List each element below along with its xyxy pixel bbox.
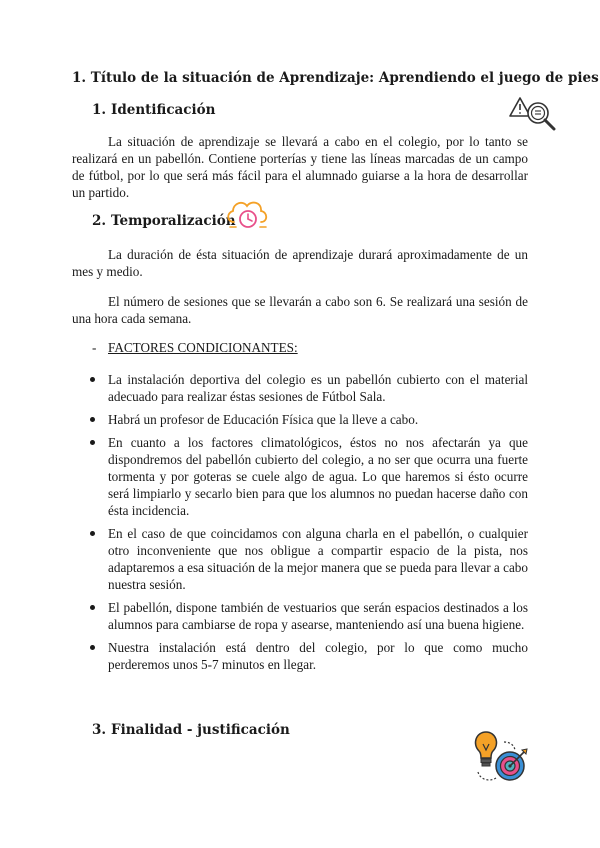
bullet-icon (90, 531, 95, 536)
paragraph-temporalizacion-1 (72, 246, 528, 280)
bullet-icon (90, 417, 95, 422)
bullet-icon (90, 645, 95, 650)
list-item (90, 371, 528, 405)
section-heading-temporalizacion (92, 213, 236, 229)
idea-target-icon (466, 728, 532, 788)
list-item-text: El pabellón, dispone también de vestuarios que serán espacios destinados a los alumnos para cambiarse de ropa y asearse, manteniendo así una buena higiene. (108, 600, 528, 632)
factores-heading (92, 340, 298, 356)
section-title: Temporalización (111, 213, 236, 229)
bullet-icon (90, 377, 95, 382)
list-item-text: Habrá un profesor de Educación Física que la lleve a cabo. (108, 412, 419, 427)
factores-title: FACTORES CONDICIONANTES: (108, 340, 298, 355)
paragraph-text: La duración de ésta situación de aprendizaje durará aproximadamente de un mes y medio. (72, 247, 528, 279)
paragraph-identificacion (72, 133, 528, 201)
factores-list (90, 371, 528, 679)
section-heading-finalidad (92, 722, 290, 738)
document-title: 1. Título de la situación de Aprendizaje: Aprendiendo el juego de pies (72, 70, 599, 86)
list-item (90, 639, 528, 673)
dash-marker: - (92, 340, 97, 355)
section-title: Identificación (111, 102, 216, 118)
list-item-text: La instalación deportiva del colegio es un pabellón cubierto con el material adecuado para realizar éstas sesiones de Fútbol Sala. (108, 372, 528, 404)
bullet-icon (90, 440, 95, 445)
list-item-text: En cuanto a los factores climatológicos, éstos no nos afectarán ya que dispondremos del pabellón cubierto del colegio, a no ser que ocurra una fuerte tormenta y por goteras se cuele algo de agua. Lo que haremos si ésto ocurre será limpiarlo y secarlo bien para que los alumnos no puedan hacerse daño con ésta incidencia. (108, 435, 528, 518)
list-item-text: En el caso de que coincidamos con alguna charla en el pabellón, o cualquier otro inconveniente que nos obligue a compartir espacio de la pista, nos adaptaremos a esa situación de la mejor manera que se pueda para llevar a cabo nuestra sesión. (108, 526, 528, 592)
list-item (90, 599, 528, 633)
list-item (90, 525, 528, 593)
section-heading-identificacion (92, 102, 215, 118)
bullet-icon (90, 605, 95, 610)
section-number: 1. (92, 102, 107, 118)
list-item (90, 411, 528, 428)
paragraph-text: El número de sesiones que se llevarán a cabo son 6. Se realizará una sesión de una hora cada semana. (72, 294, 528, 326)
section-title: Finalidad - justificación (111, 722, 290, 738)
paragraph-temporalizacion-2 (72, 293, 528, 327)
list-item-text: Nuestra instalación está dentro del colegio, por lo que como mucho perderemos unos 5-7 minutos en llegar. (108, 640, 528, 672)
section-number: 2. (92, 213, 107, 229)
list-item (90, 434, 528, 519)
cloud-clock-icon (224, 194, 272, 234)
section-number: 3. (92, 722, 107, 738)
paragraph-text: La situación de aprendizaje se llevará a cabo en el colegio, por lo tanto se realizará en un pabellón. Contiene porterías y tiene las líneas marcadas de un campo de fútbol, por lo que será más fácil para el alumnado guiarse a la hora de desarrollar un partido. (72, 134, 528, 200)
